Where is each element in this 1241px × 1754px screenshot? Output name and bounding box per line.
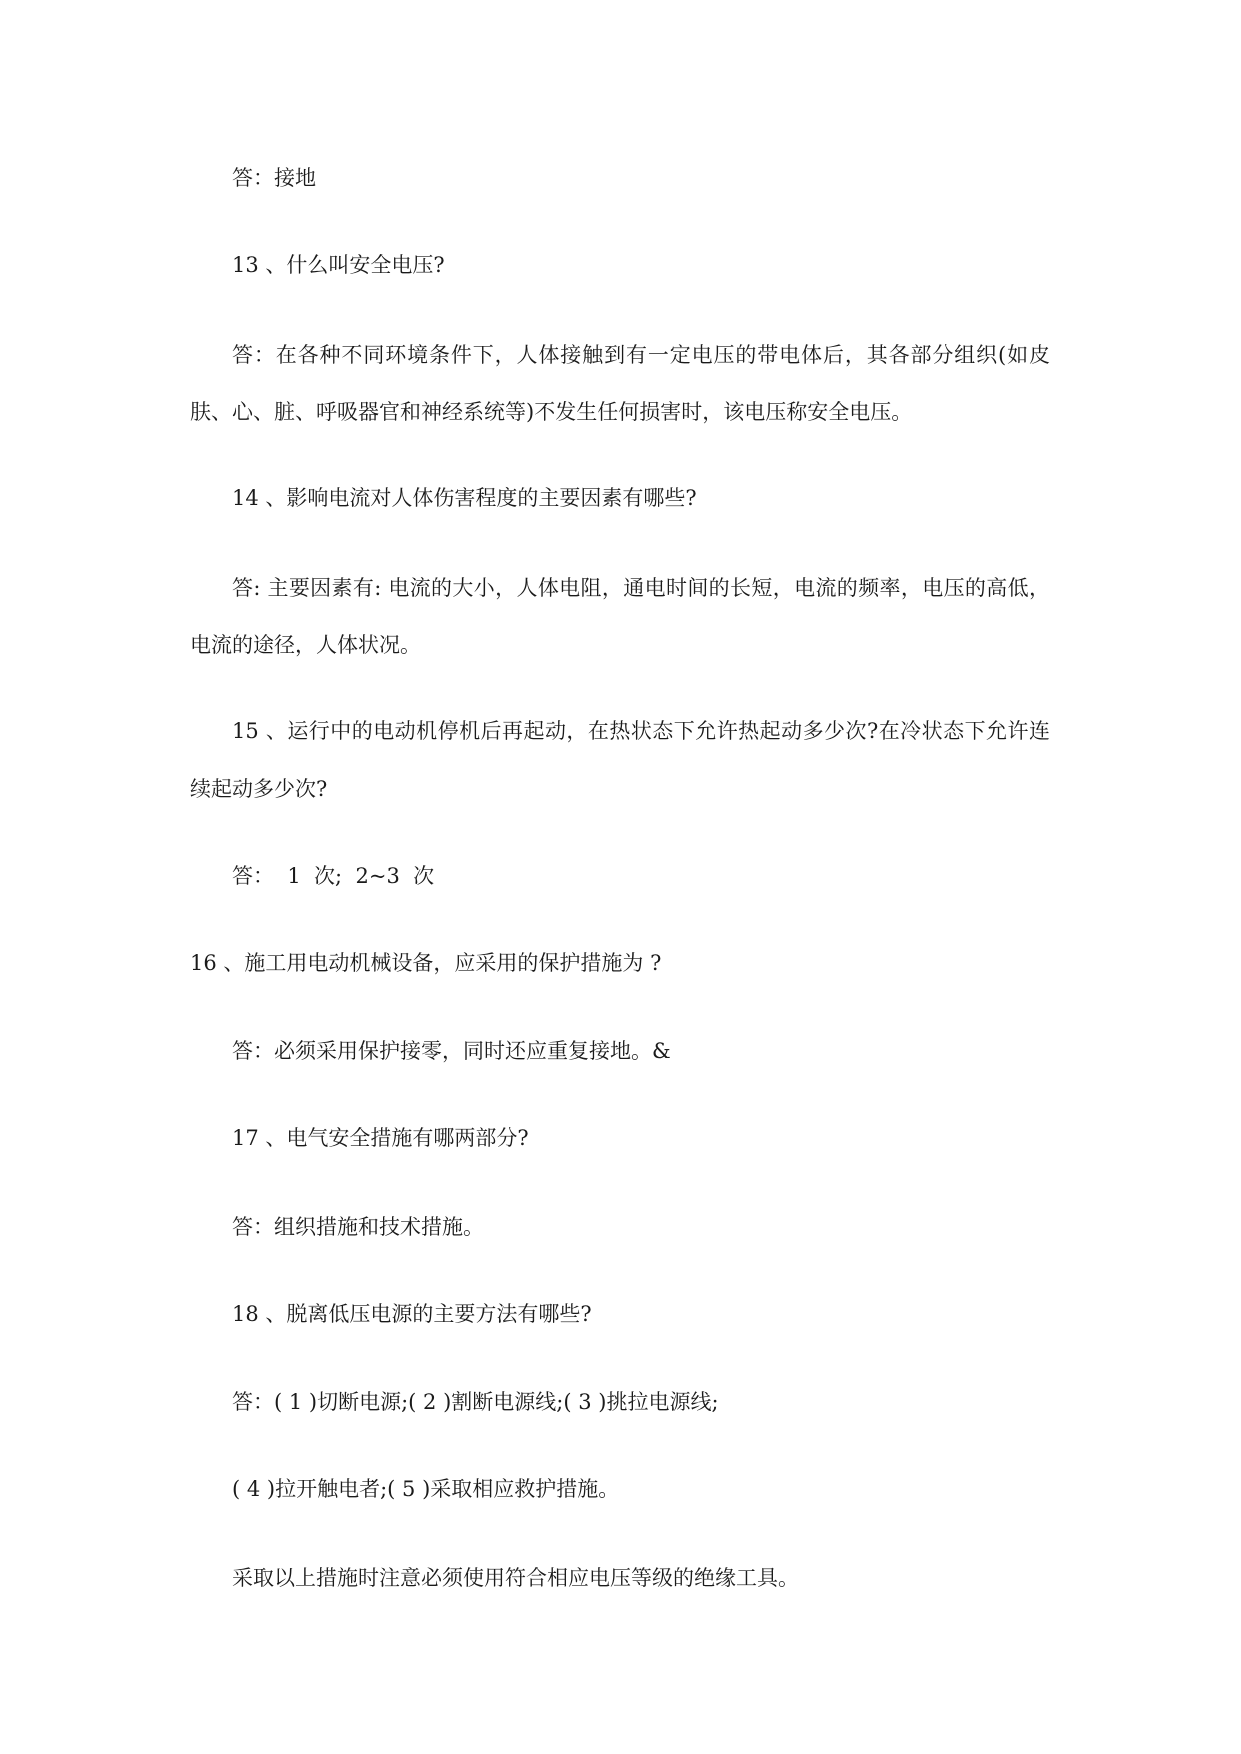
- answer-15: 答： 1 次; 2~3 次: [232, 864, 435, 888]
- answer-14-line-1: 答: 主要因素有: 电流的大小，人体电阻，通电时间的长短，电流的频率，电压的高低，: [232, 576, 1050, 600]
- question-14: 14 、影响电流对人体伤害程度的主要因素有哪些?: [232, 486, 697, 510]
- question-17: 17 、电气安全措施有哪两部分?: [232, 1126, 529, 1150]
- answer-14-line-2: 电流的途径，人体状况。: [190, 633, 421, 657]
- question-16: 16 、施工用电动机械设备，应采用的保护措施为 ?: [190, 951, 662, 975]
- answer-18-line-1: 答：( 1 )切断电源;( 2 )割断电源线;( 3 )挑拉电源线;: [232, 1390, 719, 1414]
- answer-16: 答：必须采用保护接零，同时还应重复接地。&: [232, 1039, 671, 1063]
- question-15-line-1: 15 、运行中的电动机停机后再起动，在热状态下允许热起动多少次?在冷状态下允许连: [232, 719, 1050, 743]
- answer-13-line-1: 答：在各种不同环境条件下，人体接触到有一定电压的带电体后，其各部分组织(如皮: [232, 343, 1050, 367]
- answer-18-line-2: ( 4 )拉开触电者;( 5 )采取相应救护措施。: [232, 1477, 620, 1501]
- answer-17: 答：组织措施和技术措施。: [232, 1215, 484, 1239]
- question-13: 13 、什么叫安全电压?: [232, 253, 445, 277]
- question-15-line-2: 续起动多少次?: [190, 777, 328, 801]
- answer-18-note: 采取以上措施时注意必须使用符合相应电压等级的绝缘工具。: [232, 1566, 799, 1590]
- question-18: 18 、脱离低压电源的主要方法有哪些?: [232, 1302, 592, 1326]
- answer-12: 答：接地: [232, 166, 316, 190]
- answer-13-line-2: 肤、心、脏、呼吸器官和神经系统等)不发生任何损害时，该电压称安全电压。: [190, 400, 913, 424]
